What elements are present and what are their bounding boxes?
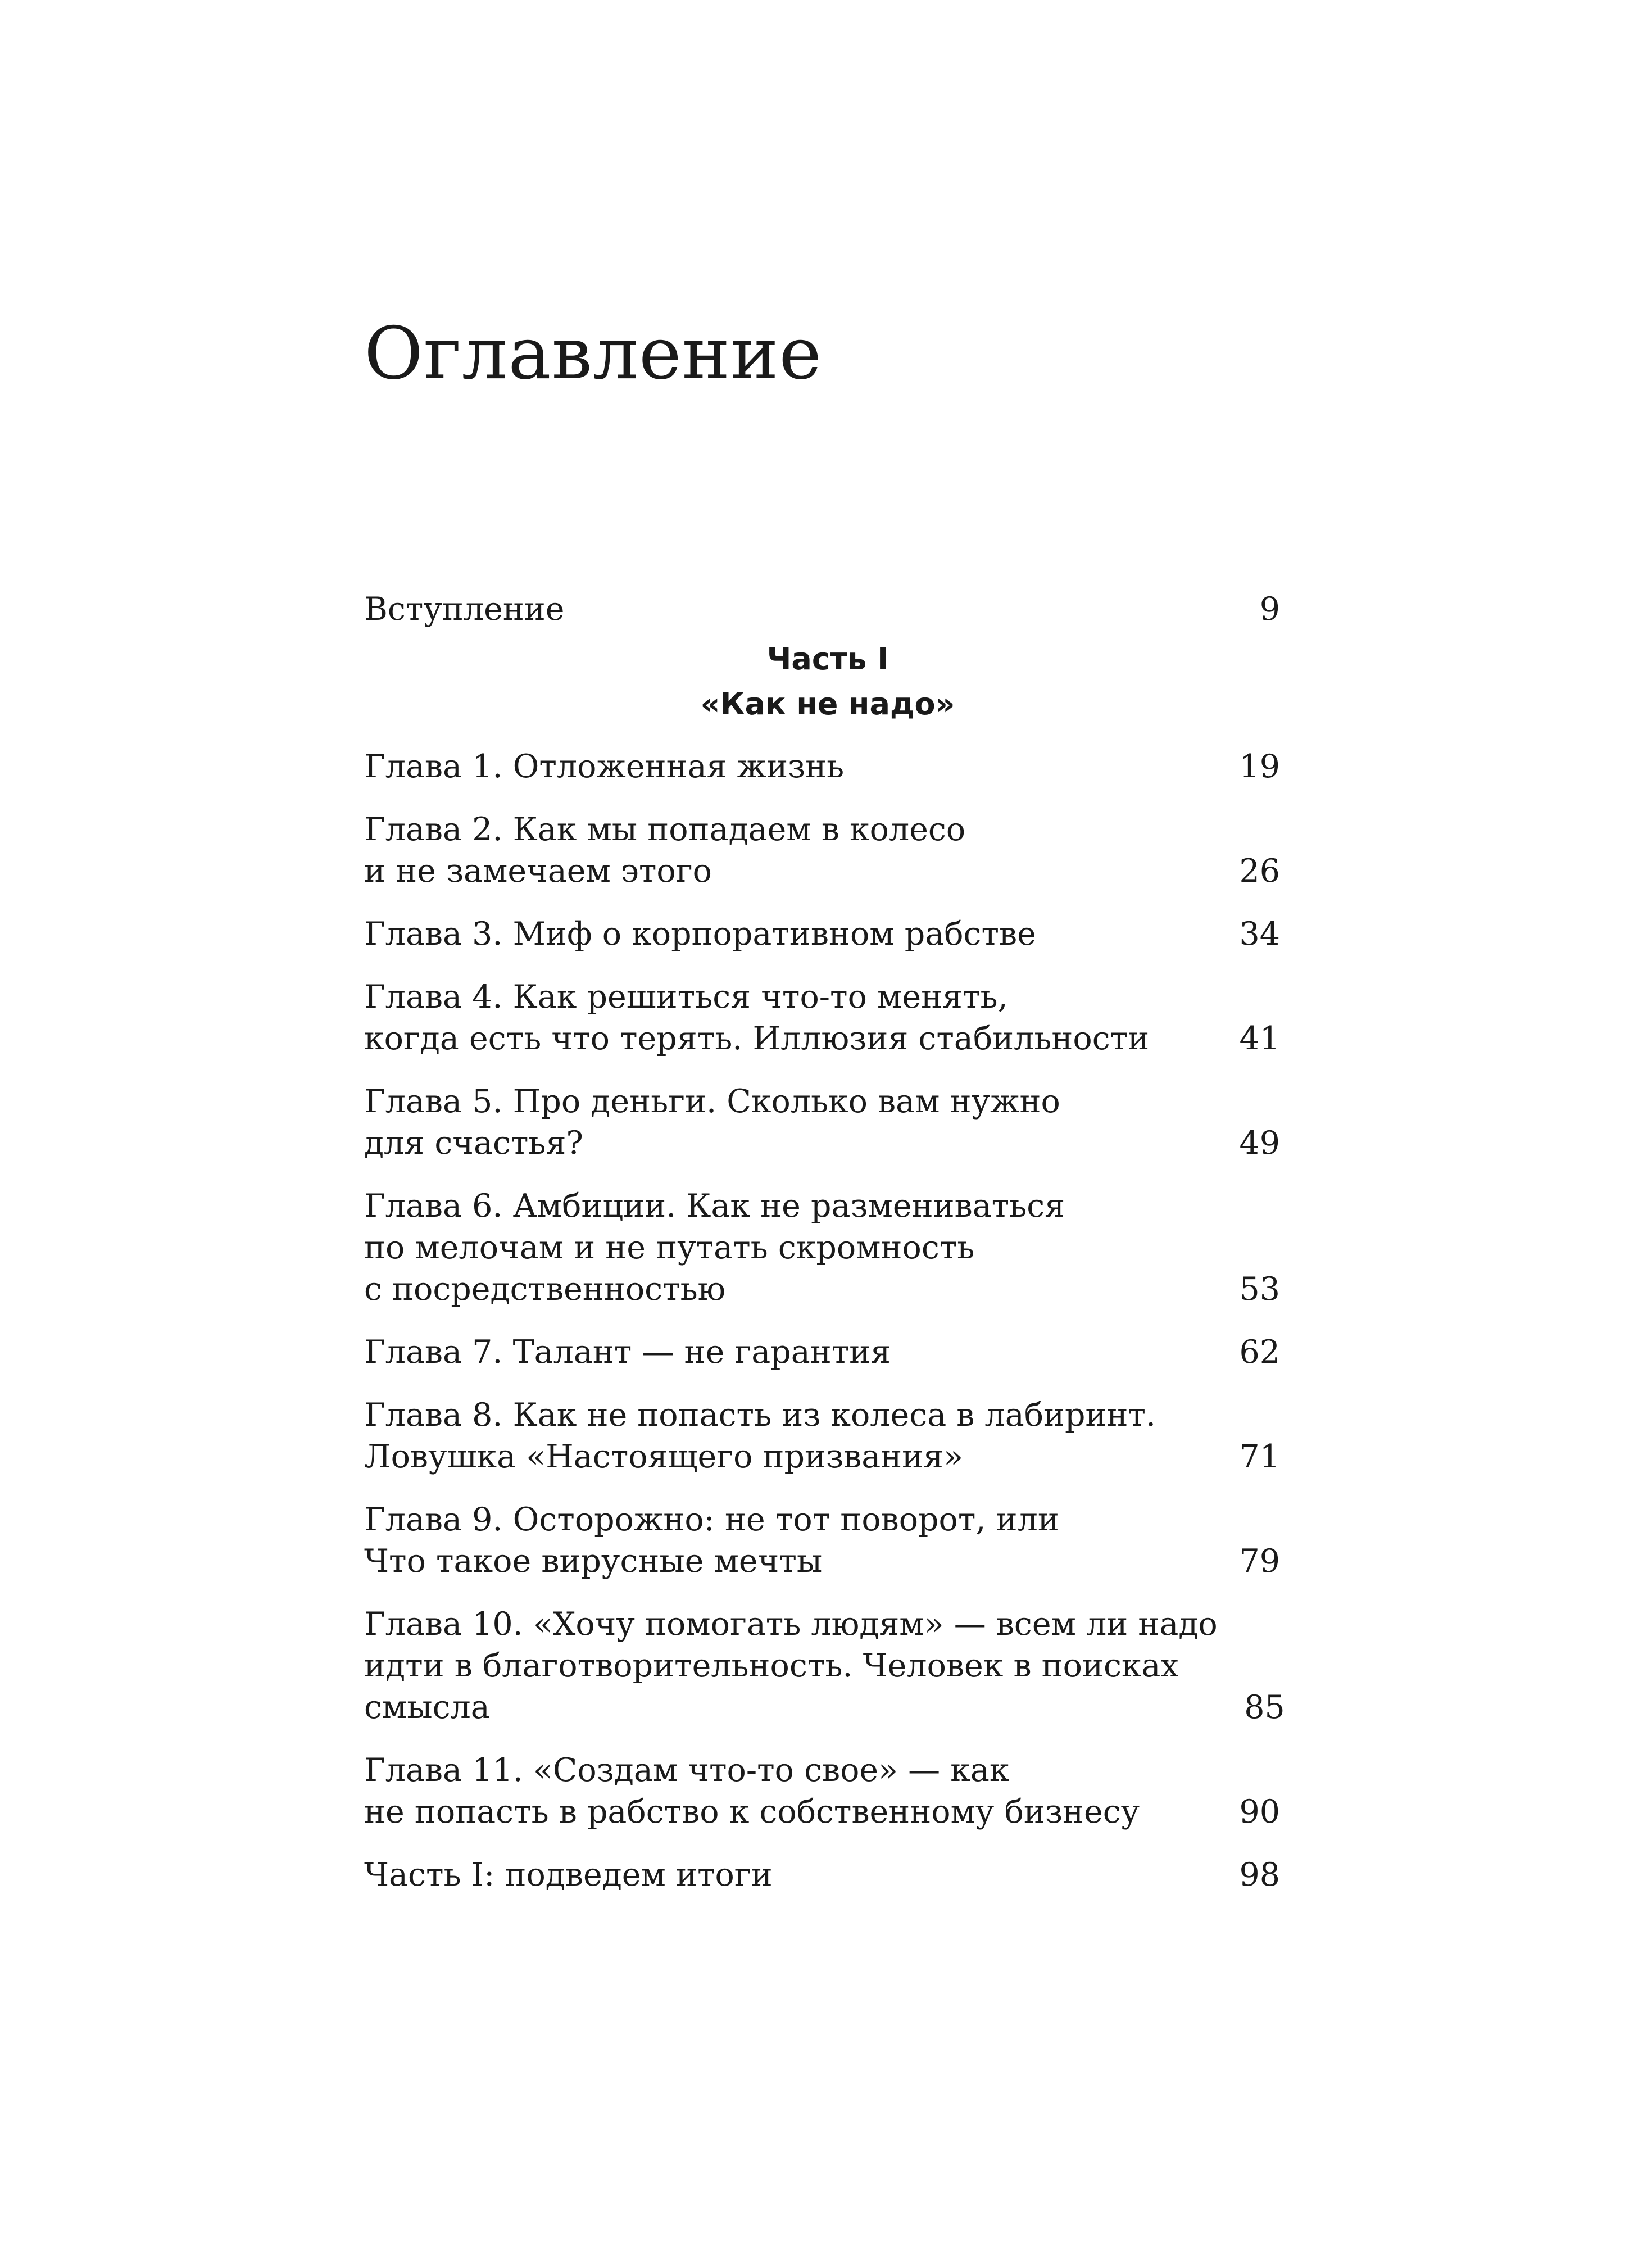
toc-entry-title-line: Глава 10. «Хочу помогать людям» — всем ли надо (364, 1606, 1218, 1643)
toc-entry-title-line: когда есть что терять. Иллюзия стабильности (364, 1020, 1150, 1057)
toc-entry-title-line: с посредственностью (364, 1271, 726, 1308)
toc-entry-title (364, 1394, 1213, 1477)
toc-entry-page-number: 98 (1239, 1856, 1280, 1893)
toc-entry-title (364, 1854, 1213, 1896)
toc-entry-title-line: Вступление (364, 591, 565, 628)
toc-entry-title (364, 809, 1213, 892)
toc-entry-title-line: Что такое вирусные мечты (364, 1543, 823, 1580)
toc-entry-page-number: 26 (1239, 853, 1280, 890)
toc-entry-page-number: 49 (1239, 1125, 1280, 1162)
toc-entry-title-line: Глава 4. Как решиться что-то менять, (364, 978, 1008, 1016)
toc-entry-page-number: 79 (1239, 1543, 1280, 1580)
toc-entry-title (364, 1603, 1218, 1728)
toc-entry-title-line: Глава 7. Талант — не гарантия (364, 1334, 891, 1371)
toc-entry (364, 1499, 1280, 1582)
part-heading (364, 637, 1280, 727)
toc-entry-title-line: и не замечаем этого (364, 853, 712, 890)
toc-entry-title (364, 976, 1213, 1059)
toc-entry-intro (364, 588, 1280, 630)
toc-entry-page-number: 19 (1239, 748, 1280, 785)
part-label: Часть I (766, 641, 889, 677)
toc-entry-page-number: 34 (1239, 915, 1280, 953)
toc-entry-page-number: 41 (1239, 1020, 1280, 1057)
toc-entry-title (364, 1331, 1213, 1373)
toc-entry-title-line: Глава 11. «Создам что-то свое» — как (364, 1752, 1010, 1789)
toc-entry (364, 809, 1280, 892)
toc-entry-page-number: 53 (1239, 1271, 1280, 1308)
toc-entry-title-line: Глава 2. Как мы попадаем в колесо (364, 811, 966, 848)
toc-entry-title (364, 913, 1213, 955)
toc-entry (364, 1603, 1285, 1728)
toc-entry (364, 1081, 1280, 1164)
toc-entry-page-number: 85 (1244, 1689, 1285, 1726)
toc-entry-page-number: 9 (1259, 591, 1280, 628)
toc-entry-title (364, 746, 1213, 787)
toc-entry-title-line: Ловушка «Настоящего призвания» (364, 1438, 963, 1475)
table-of-contents (364, 588, 1285, 1917)
part-subtitle: «Как не надо» (700, 686, 955, 722)
toc-entry (364, 1185, 1280, 1310)
toc-entry-title-line: по мелочам и не путать скромность (364, 1229, 975, 1266)
chapter-list (364, 746, 1285, 1896)
toc-entry-title-line: Глава 9. Осторожно: не тот поворот, или (364, 1501, 1059, 1538)
toc-entry-title-line: Глава 8. Как не попасть из колеса в лабиринт. (364, 1397, 1156, 1434)
toc-entry-page-number: 71 (1239, 1438, 1280, 1475)
toc-entry-title-line: для счастья? (364, 1125, 583, 1162)
toc-entry (364, 976, 1280, 1059)
toc-entry-title-line: Глава 6. Амбиции. Как не размениваться (364, 1188, 1065, 1225)
toc-entry-title-line: Глава 1. Отложенная жизнь (364, 748, 845, 785)
toc-entry (364, 1331, 1280, 1373)
toc-entry-title (364, 588, 1213, 630)
page-title: Оглавление (364, 312, 823, 396)
toc-entry (364, 746, 1280, 787)
toc-entry (364, 913, 1280, 955)
toc-entry-title-line: идти в благотворительность. Человек в поисках (364, 1647, 1179, 1684)
toc-entry-page-number: 62 (1239, 1334, 1280, 1371)
toc-entry-title-line: Часть I: подведем итоги (364, 1856, 773, 1893)
toc-entry-title (364, 1750, 1213, 1833)
toc-entry-title-line: смысла (364, 1689, 490, 1726)
toc-entry-title (364, 1499, 1213, 1582)
toc-entry-title (364, 1185, 1213, 1310)
toc-entry (364, 1750, 1280, 1833)
toc-entry-page-number: 90 (1239, 1793, 1280, 1830)
toc-entry-title-line: Глава 3. Миф о корпоративном рабстве (364, 915, 1036, 953)
toc-entry (364, 1854, 1280, 1896)
toc-entry-title (364, 1081, 1213, 1164)
toc-entry (364, 1394, 1280, 1477)
toc-entry-title-line: не попасть в рабство к собственному бизнесу (364, 1793, 1140, 1830)
toc-entry-title-line: Глава 5. Про деньги. Сколько вам нужно (364, 1083, 1060, 1120)
